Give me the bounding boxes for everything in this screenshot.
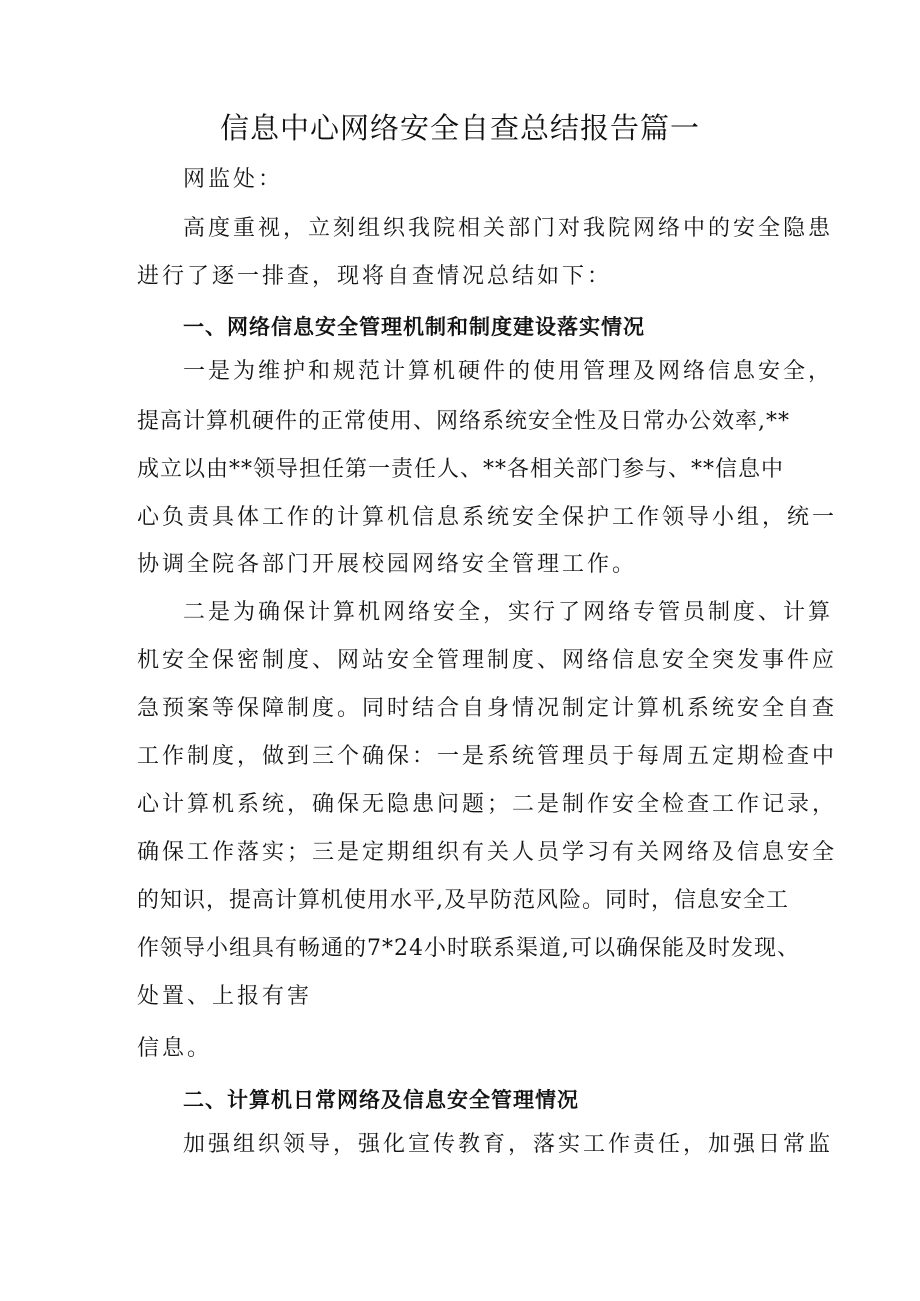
section-heading-1: 一、网络信息安全管理机制和制度建设落实情况 — [183, 315, 645, 339]
paragraph-line: 作领导小组具有畅通的7*24小时联系渠道,可以确保能及时发现、 — [137, 936, 800, 961]
paragraph-line: 的知识，提高计算机使用水平,及早防范风险。同时，信息安全工 — [137, 888, 789, 913]
paragraph-line: 二是为确保计算机网络安全，实行了网络专管员制度、计算 — [183, 600, 834, 625]
paragraph-line: 确保工作落实；三是定期组织有关人员学习有关网络及信息安全 — [137, 840, 838, 865]
paragraph-line: 信息。 — [137, 1036, 213, 1061]
paragraph-line: 心计算机系统，确保无隐患问题；二是制作安全检查工作记录， — [137, 792, 838, 817]
paragraph-line: 机安全保密制度、网站安全管理制度、网络信息安全突发事件应 — [137, 648, 838, 673]
paragraph-line: 一是为维护和规范计算机硬件的使用管理及网络信息安全， — [183, 359, 834, 384]
salutation: 网监处： — [183, 167, 284, 192]
paragraph-line: 工作制度，做到三个确保：一是系统管理员于每周五定期检查中 — [137, 744, 838, 769]
paragraph-line: 成立以由**领导担任第一责任人、**各相关部门参与、**信息中 — [137, 457, 785, 482]
section-heading-2: 二、计算机日常网络及信息安全管理情况 — [183, 1088, 579, 1112]
paragraph-line: 加强组织领导，强化宣传教育，落实工作责任，加强日常监 — [183, 1132, 834, 1157]
paragraph-line: 急预案等保障制度。同时结合自身情况制定计算机系统安全自查 — [137, 696, 838, 721]
paragraph-line: 高度重视，立刻组织我院相关部门对我院网络中的安全隐患 — [183, 216, 834, 241]
paragraph-line: 提高计算机硬件的正常使用、网络系统安全性及日常办公效率,** — [137, 409, 790, 434]
document-title: 信息中心网络安全自查总结报告篇一 — [219, 111, 700, 145]
paragraph-line: 协调全院各部门开展校园网络安全管理工作。 — [137, 552, 638, 577]
paragraph-line: 处置、上报有害 — [137, 984, 313, 1009]
paragraph-line: 心负责具体工作的计算机信息系统安全保护工作领导小组，统一 — [137, 505, 838, 530]
paragraph-line: 进行了逐一排查，现将自查情况总结如下： — [137, 264, 613, 289]
